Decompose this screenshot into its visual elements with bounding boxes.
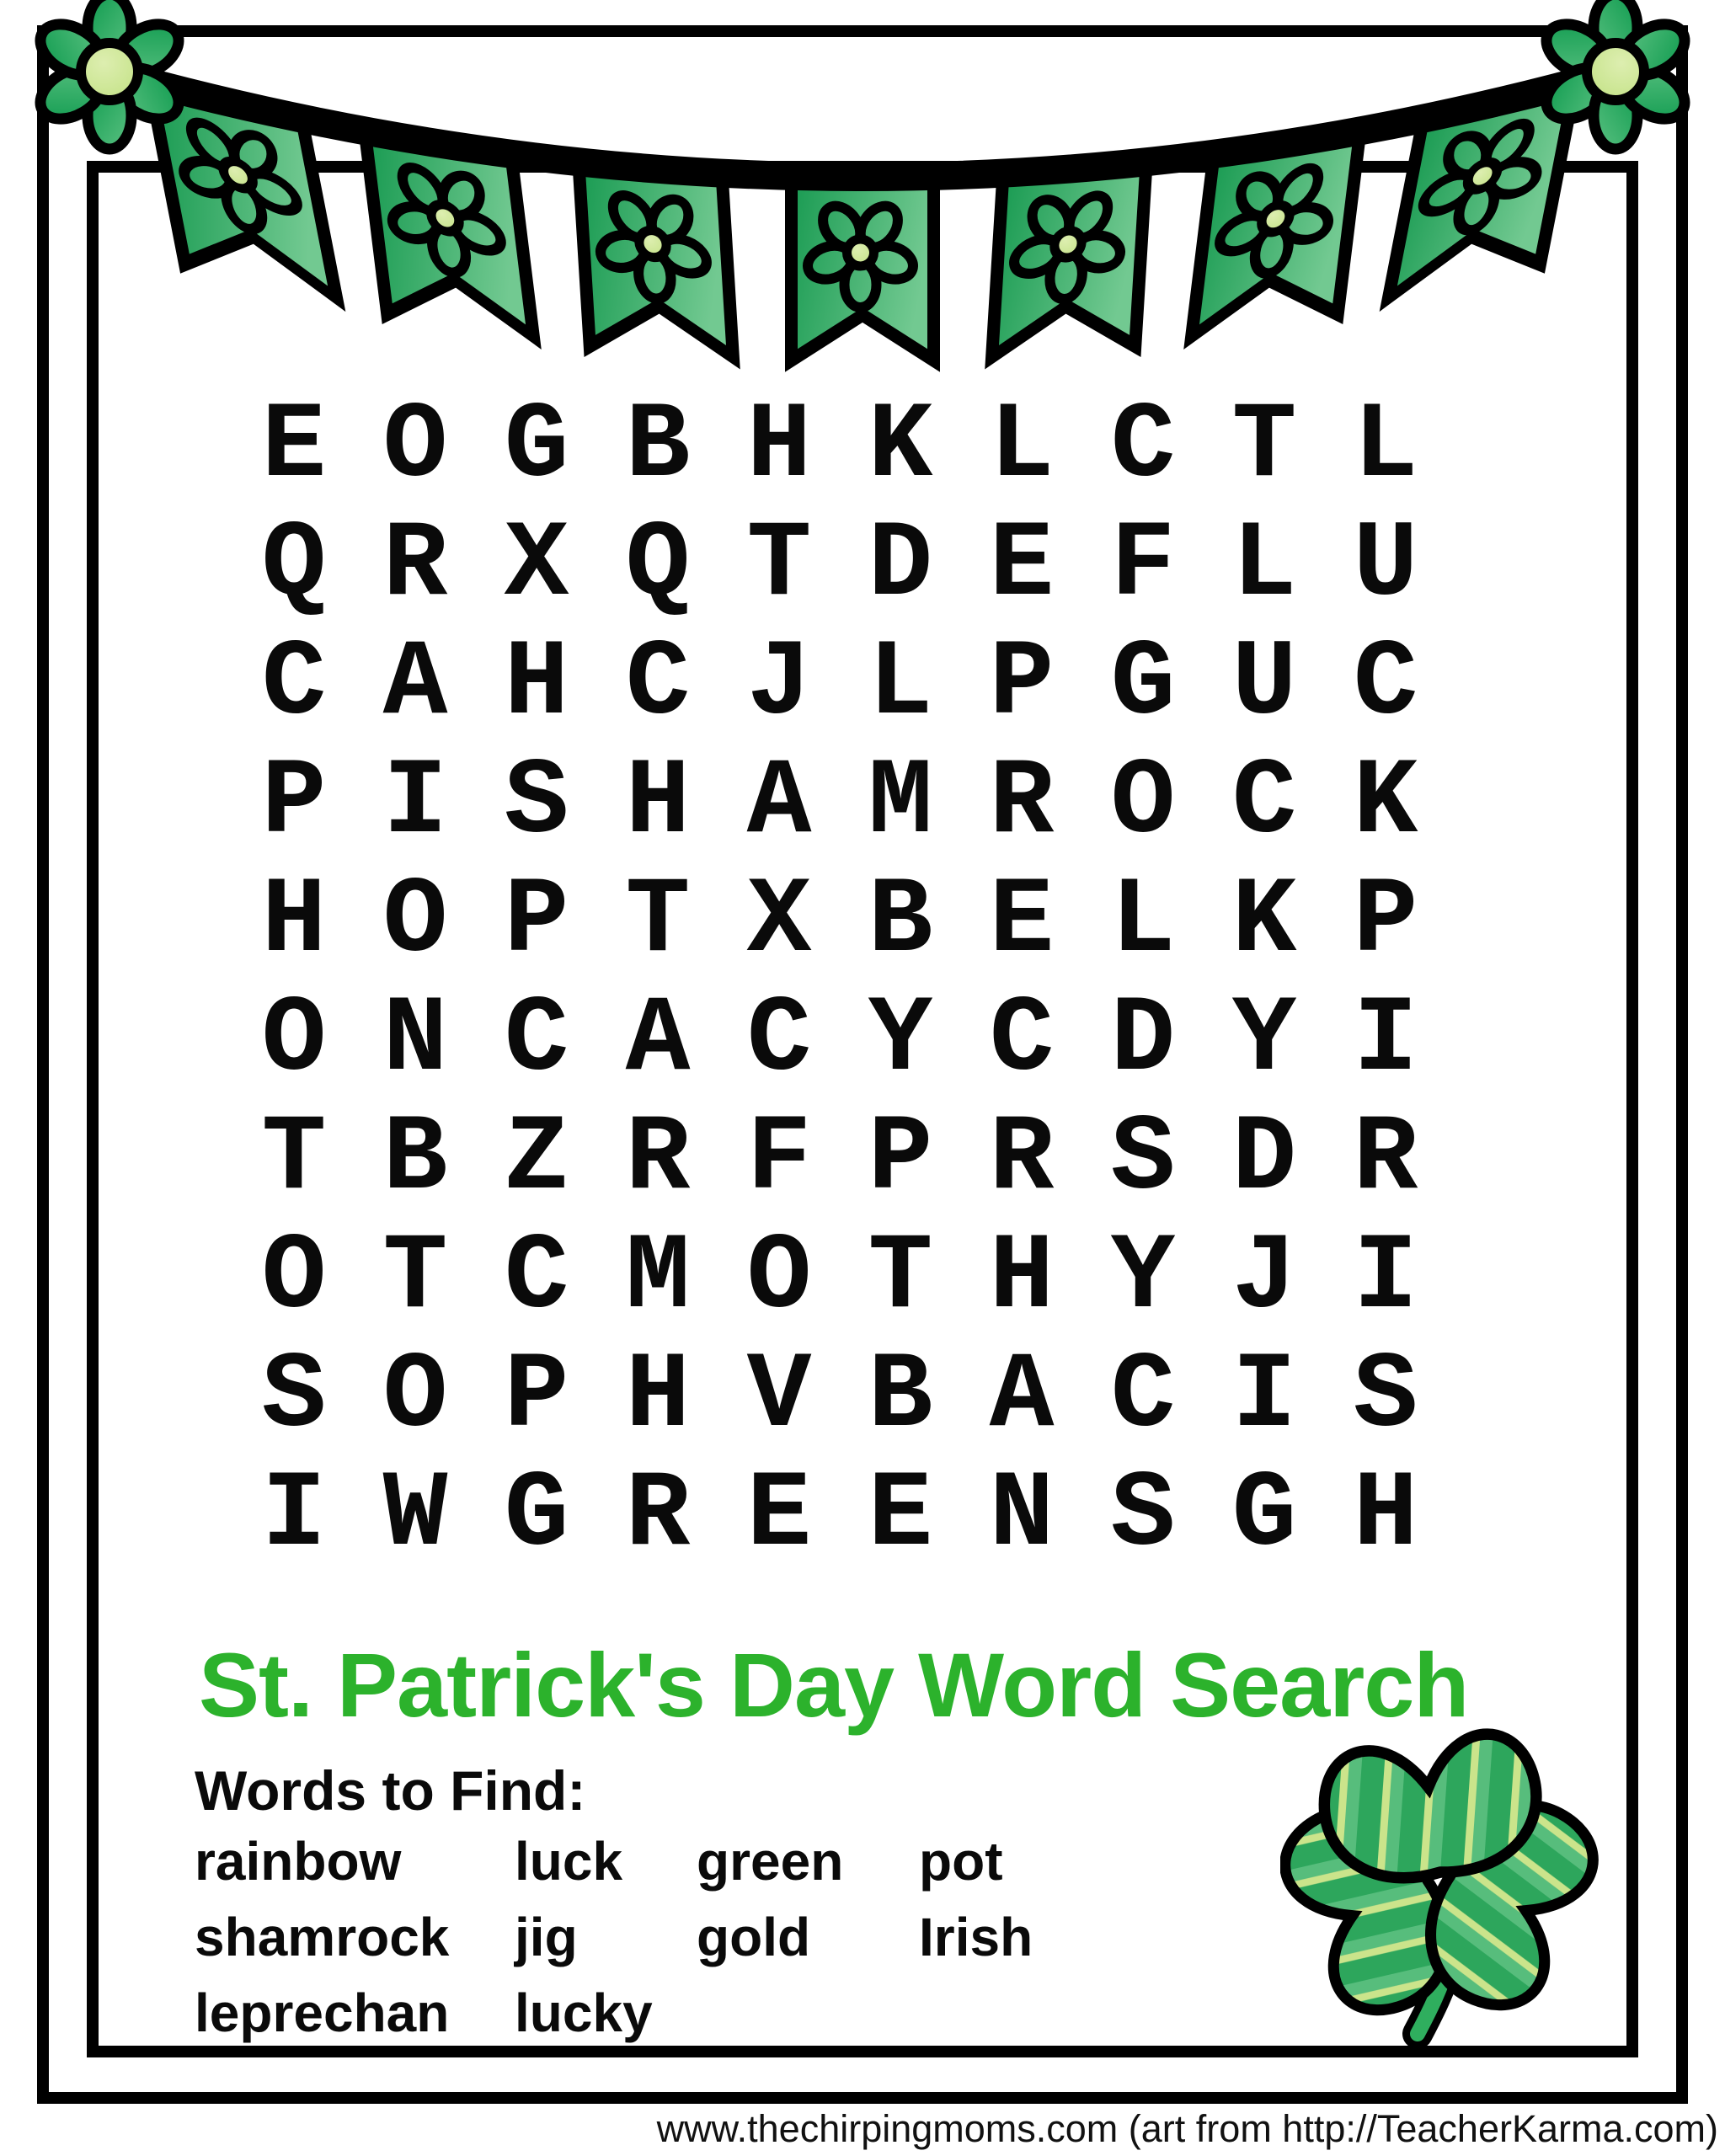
grid-letter: T: [382, 1216, 448, 1339]
grid-letter: A: [382, 622, 448, 745]
banner-rope: [109, 72, 1616, 177]
pennant-flag-icon: [992, 159, 1147, 357]
grid-letter: J: [1231, 1216, 1297, 1339]
grid-letter: S: [1110, 1097, 1176, 1220]
grid-letter: F: [746, 1097, 812, 1220]
grid-letter: I: [1353, 979, 1418, 1102]
word-item: Irish: [919, 1907, 1033, 1967]
grid-letter: R: [625, 1454, 691, 1577]
grid-letter: X: [504, 504, 569, 627]
grid-letter: L: [1231, 504, 1297, 627]
grid-letter: C: [625, 622, 691, 745]
grid-letter: T: [625, 860, 691, 983]
grid-letter: Y: [868, 979, 933, 1102]
words-to-find-label: Words to Find:: [195, 1759, 586, 1822]
footer-credit: www.thechirpingmoms.com (art from http://TeacherKarma.com): [656, 2107, 1718, 2150]
grid-letter: C: [989, 979, 1055, 1102]
grid-letter: H: [746, 385, 812, 508]
grid-letter: I: [1231, 1335, 1297, 1458]
grid-letter: R: [1353, 1097, 1418, 1220]
grid-letter: O: [382, 860, 448, 983]
grid-letter: C: [504, 1216, 569, 1339]
grid-letter: N: [989, 1454, 1055, 1577]
grid-letter: J: [746, 622, 812, 745]
grid-letter: U: [1231, 622, 1297, 745]
pennant-flag-icon: [792, 173, 934, 360]
grid-letter: T: [746, 504, 812, 627]
grid-letter: O: [746, 1216, 812, 1339]
grid-letter: R: [989, 1097, 1055, 1220]
grid-letter: N: [382, 979, 448, 1102]
grid-letter: A: [989, 1335, 1055, 1458]
grid-letter: P: [504, 860, 569, 983]
grid-letter: R: [382, 504, 448, 627]
pennant-flag-icon: [579, 159, 734, 357]
grid-letter: E: [989, 504, 1055, 627]
grid-letter: T: [1231, 385, 1297, 508]
grid-letter: C: [1353, 622, 1418, 745]
grid-letter: K: [868, 385, 933, 508]
grid-letter: D: [1231, 1097, 1297, 1220]
word-item: green: [697, 1831, 844, 1892]
grid-letter: O: [261, 979, 327, 1102]
grid-letter: B: [382, 1097, 448, 1220]
grid-letter: O: [1110, 741, 1176, 864]
grid-letter: P: [504, 1335, 569, 1458]
grid-letter: C: [746, 979, 812, 1102]
grid-letter: E: [261, 385, 327, 508]
grid-letter: Q: [261, 504, 327, 627]
word-item: jig: [515, 1907, 578, 1967]
word-item: lucky: [515, 1983, 653, 2043]
grid-letter: C: [1110, 1335, 1176, 1458]
word-item: gold: [697, 1907, 811, 1967]
grid-letter: P: [261, 741, 327, 864]
grid-letter: O: [261, 1216, 327, 1339]
grid-letter: B: [625, 385, 691, 508]
grid-letter: L: [989, 385, 1055, 508]
grid-letter: K: [1353, 741, 1418, 864]
grid-letter: R: [989, 741, 1055, 864]
grid-letter: S: [1110, 1454, 1176, 1577]
grid-letter: P: [1353, 860, 1418, 983]
grid-letter: E: [989, 860, 1055, 983]
grid-letter: L: [1110, 860, 1176, 983]
grid-letter: L: [868, 622, 933, 745]
grid-letter: I: [1353, 1216, 1418, 1339]
word-item: shamrock: [195, 1907, 450, 1967]
grid-letter: Q: [625, 504, 691, 627]
grid-letter: X: [746, 860, 812, 983]
grid-letter: C: [1231, 741, 1297, 864]
grid-letter: O: [382, 385, 448, 508]
grid-letter: C: [261, 622, 327, 745]
word-item: leprechan: [195, 1983, 450, 2043]
grid-letter: H: [504, 622, 569, 745]
grid-letter: M: [625, 1216, 691, 1339]
grid-letter: T: [261, 1097, 327, 1220]
grid-letter: G: [1231, 1454, 1297, 1577]
grid-letter: K: [1231, 860, 1297, 983]
grid-letter: L: [1353, 385, 1418, 508]
word-list: [195, 1823, 1033, 2051]
grid-letter: S: [1353, 1335, 1418, 1458]
grid-letter: Y: [1110, 1216, 1176, 1339]
grid-letter: D: [1110, 979, 1176, 1102]
grid-letter: M: [868, 741, 933, 864]
grid-letter: H: [989, 1216, 1055, 1339]
grid-letter: I: [261, 1454, 327, 1577]
grid-letter: G: [1110, 622, 1176, 745]
word-item: luck: [515, 1831, 623, 1892]
grid-letter: C: [1110, 385, 1176, 508]
grid-letter: R: [625, 1097, 691, 1220]
shamrock-icon: [1280, 1697, 1600, 2068]
grid-letter: T: [868, 1216, 933, 1339]
grid-letter: B: [868, 1335, 933, 1458]
grid-letter: E: [868, 1454, 933, 1577]
word-search-grid: [233, 387, 1446, 1575]
grid-letter: W: [382, 1454, 448, 1577]
grid-letter: H: [625, 741, 691, 864]
grid-letter: I: [382, 741, 448, 864]
grid-letter: O: [382, 1335, 448, 1458]
grid-letter: P: [868, 1097, 933, 1220]
grid-letter: E: [746, 1454, 812, 1577]
grid-letter: B: [868, 860, 933, 983]
grid-letter: V: [746, 1335, 812, 1458]
page-title: St. Patrick's Day Word Search: [199, 1634, 1469, 1736]
grid-letter: G: [504, 385, 569, 508]
grid-letter: A: [625, 979, 691, 1102]
grid-letter: C: [504, 979, 569, 1102]
grid-letter: H: [1353, 1454, 1418, 1577]
grid-letter: Y: [1231, 979, 1297, 1102]
grid-letter: D: [868, 504, 933, 627]
grid-letter: U: [1353, 504, 1418, 627]
grid-letter: G: [504, 1454, 569, 1577]
grid-letter: A: [746, 741, 812, 864]
grid-letter: S: [261, 1335, 327, 1458]
grid-letter: H: [625, 1335, 691, 1458]
grid-letter: F: [1110, 504, 1176, 627]
word-item: rainbow: [195, 1831, 402, 1892]
grid-letter: P: [989, 622, 1055, 745]
word-item: pot: [919, 1831, 1003, 1892]
grid-letter: S: [504, 741, 569, 864]
grid-letter: Z: [504, 1097, 569, 1220]
grid-letter: H: [261, 860, 327, 983]
